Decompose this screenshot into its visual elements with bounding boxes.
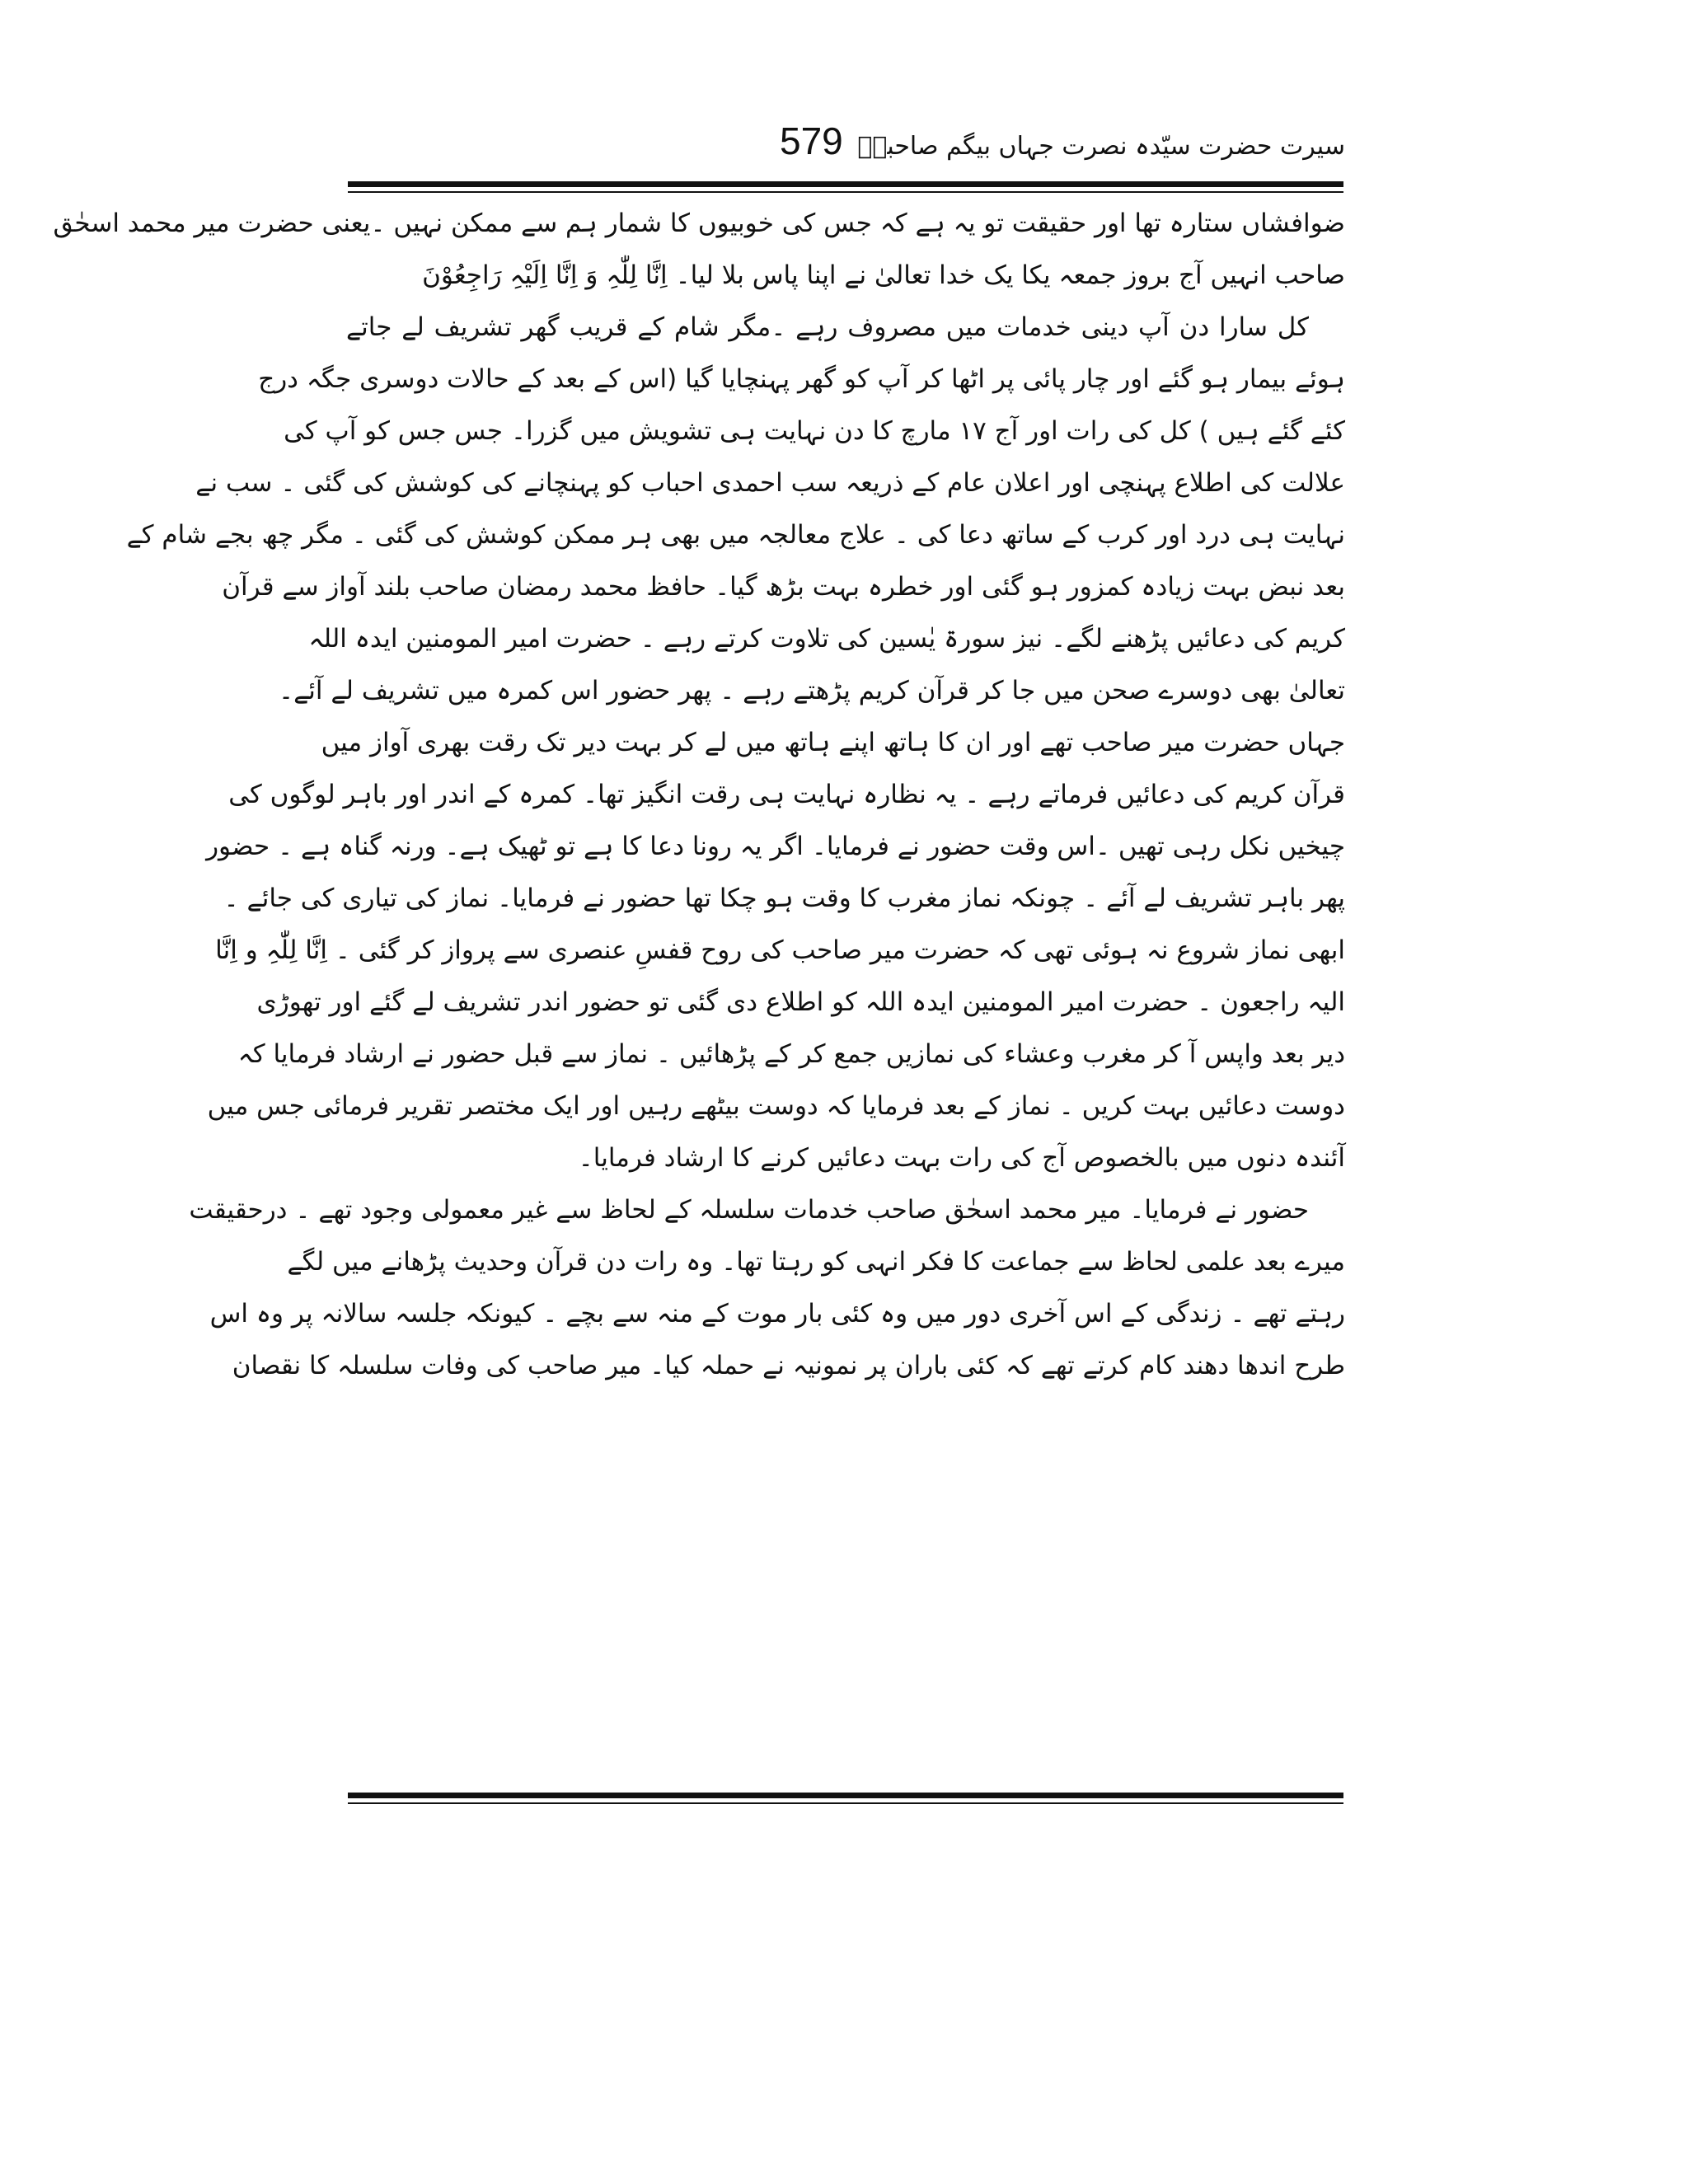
- text-line: طرح اندھا دھند کام کرتے تھے کہ کئی باران پر نمونیہ نے حملہ کیا۔ میر صاحب کی وفات سلسلہ کا نقصان: [232, 1351, 1345, 1380]
- text-line: جہاں حضرت میر صاحب تھے اور ان کا ہاتھ اپنے ہاتھ میں لے کر بہت دیر تک رقت بھری آواز میں: [321, 728, 1345, 757]
- text-line: کئے گئے ہیں ) کل کی رات اور آج ۱۷ مارچ کا دن نہایت ہی تشویش میں گزرا۔ جس جس کو آپ کی: [284, 416, 1345, 446]
- text-line: کل سارا دن آپ دینی خدمات میں مصروف رہے ۔مگر شام کے قریب گھر تشریف لے جاتے: [346, 312, 1309, 342]
- text-line: دیر بعد واپس آ کر مغرب وعشاء کی نمازیں جمع کر کے پڑھائیں ۔ نماز سے قبل حضور نے ارشاد فرمایا کہ: [237, 1039, 1345, 1069]
- text-line: رہتے تھے ۔ زندگی کے اس آخری دور میں وہ کئی بار موت کے منہ سے بچے ۔ کیونکہ جلسہ سالانہ پر وہ اس: [209, 1299, 1345, 1329]
- text-line: ابھی نماز شروع نہ ہوئی تھی کہ حضرت میر صاحب کی روح قفسِ عنصری سے پرواز کر گئی ۔ اِنَّا لِلّٰہِ و اِنَّا: [215, 935, 1345, 965]
- text-line: قرآن کریم کی دعائیں فرماتے رہے ۔ یہ نظارہ نہایت ہی رقت انگیز تھا۔ کمرہ کے اندر اور باہر لوگوں کی: [228, 780, 1345, 809]
- text-line: تعالیٰ بھی دوسرے صحن میں جا کر قرآن کریم پڑھتے رہے ۔ پھر حضور اس کمرہ میں تشریف لے آئے۔: [278, 676, 1345, 705]
- text-line: الیہ راجعون ۔ حضرت امیر المومنین ایدہ اللہ کو اطلاع دی گئی تو حضور اندر تشریف لے گئے اور تھوڑی: [256, 987, 1345, 1017]
- text-line: چیخیں نکل رہی تھیں ۔اس وقت حضور نے فرمایا۔ اگر یہ رونا دعا کا ہے تو ٹھیک ہے۔ ورنہ گناہ ہے ۔ حضور: [206, 832, 1345, 861]
- page-number: 579: [780, 120, 843, 162]
- text-line: علالت کی اطلاع پہنچی اور اعلان عام کے ذریعہ سب احمدی احباب کو پہنچانے کی کوشش کی گئی ۔ سب نے: [195, 468, 1345, 498]
- text-line: ہوئے بیمار ہو گئے اور چار پائی پر اٹھا کر آپ کو گھر پہنچایا گیا (اس کے بعد کے حالات دوسری جگہ درج: [258, 364, 1345, 394]
- text-line: ضوافشاں ستارہ تھا اور حقیقت تو یہ ہے کہ جس کی خوبیوں کا شمار ہم سے ممکن نہیں ۔یعنی حضرت میر محمد اسحٰق: [53, 209, 1345, 238]
- text-line: آئندہ دنوں میں بالخصوص آج کی رات بہت دعائیں کرنے کا ارشاد فرمایا۔: [578, 1143, 1345, 1173]
- text-line: میرے بعد علمی لحاظ سے جماعت کا فکر انہی کو رہتا تھا۔ وہ رات دن قرآن وحدیث پڑھانے میں لگے: [287, 1247, 1345, 1277]
- book-title: سیرت حضرت سیّدہ نصرت جہاں بیگم صاحبہؓ: [857, 132, 1345, 161]
- text-line: حضور نے فرمایا۔ میر محمد اسحٰق صاحب خدمات سلسلہ کے لحاظ سے غیر معمولی وجود تھے ۔ درحقیقت: [189, 1195, 1309, 1225]
- text-line: نہایت ہی درد اور کرب کے ساتھ دعا کی ۔ علاج معالجہ میں بھی ہر ممکن کوشش کی گئی ۔ مگر چھ بجے شام کے: [126, 520, 1345, 550]
- text-line: صاحب انہیں آج بروز جمعہ یکا یک خدا تعالیٰ نے اپنا پاس بلا لیا۔ اِنَّا لِلّٰہِ وَ اِنَّا اِلَیْہِ رَاجِعُوْنَ: [422, 260, 1345, 290]
- text-line: دوست دعائیں بہت کریں ۔ نماز کے بعد فرمایا کہ دوست بیٹھے رہیں اور ایک مختصر تقریر فرمائی جس میں: [207, 1091, 1345, 1121]
- text-line: پھر باہر تشریف لے آئے ۔ چونکہ نماز مغرب کا وقت ہو چکا تھا حضور نے فرمایا۔ نماز کی تیاری کی جائے ۔: [223, 883, 1345, 913]
- footer-rule-thick: [348, 1793, 1343, 1798]
- body-text: [53, 198, 1345, 1392]
- header-rule-thick: [348, 181, 1343, 187]
- footer-rule-thin: [348, 1802, 1343, 1804]
- text-line: کریم کی دعائیں پڑھنے لگے۔ نیز سورۃ یٰسین کی تلاوت کرتے رہے ۔ حضرت امیر المومنین ایدہ اللہ: [308, 624, 1345, 654]
- page-header: [346, 115, 1345, 181]
- header-rule-thin: [348, 191, 1343, 193]
- text-line: بعد نبض بہت زیادہ کمزور ہو گئی اور خطرہ بہت بڑھ گیا۔ حافظ محمد رمضان صاحب بلند آواز سے قرآن: [222, 572, 1345, 602]
